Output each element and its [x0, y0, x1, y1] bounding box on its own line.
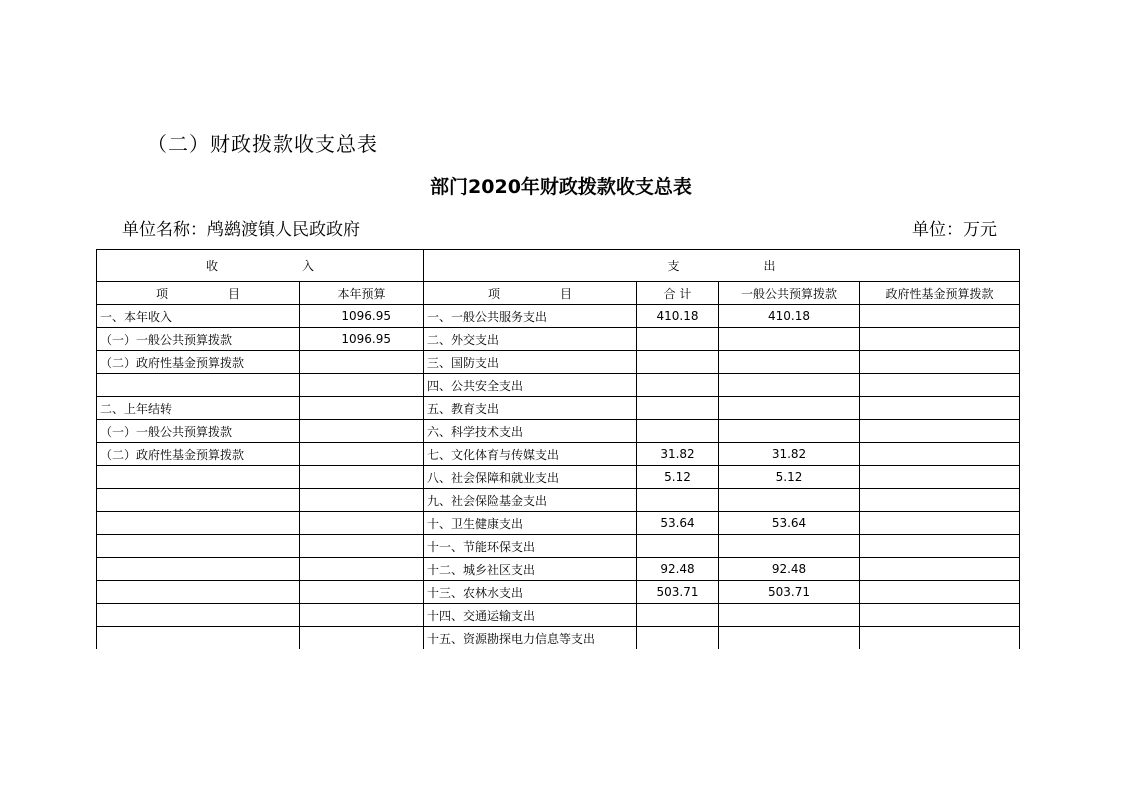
expense-general-cell	[719, 374, 860, 397]
header-row-columns	[97, 282, 1020, 305]
expense-total-cell	[637, 535, 719, 558]
expense-item-cell: 十三、农林水支出	[424, 581, 637, 604]
table-row	[97, 558, 1020, 581]
expense-item-cell: 四、公共安全支出	[424, 374, 637, 397]
table-row	[97, 581, 1020, 604]
income-item-cell	[97, 627, 300, 650]
income-value-cell	[300, 558, 424, 581]
expense-item-cell: 十、卫生健康支出	[424, 512, 637, 535]
expense-fund-cell	[860, 374, 1020, 397]
income-item-cell	[97, 489, 300, 512]
table-row	[97, 305, 1020, 328]
expense-total-cell: 53.64	[637, 512, 719, 535]
income-value-cell	[300, 512, 424, 535]
table-row	[97, 466, 1020, 489]
table-body	[97, 305, 1020, 650]
expense-total-cell	[637, 374, 719, 397]
income-item-cell	[97, 558, 300, 581]
income-value-cell	[300, 535, 424, 558]
income-item-cell	[97, 466, 300, 489]
income-item-cell	[97, 581, 300, 604]
col-total: 合 计	[637, 282, 719, 305]
income-value-cell: 1096.95	[300, 328, 424, 351]
expense-item-cell: 一、一般公共服务支出	[424, 305, 637, 328]
expense-general-cell	[719, 328, 860, 351]
table-row	[97, 443, 1020, 466]
expense-total-cell: 92.48	[637, 558, 719, 581]
expense-general-cell: 5.12	[719, 466, 860, 489]
income-item-cell: （二）政府性基金预算拨款	[97, 351, 300, 374]
table-row	[97, 328, 1020, 351]
col-item-left: 项 目	[97, 282, 300, 305]
col-general: 一般公共预算拨款	[719, 282, 860, 305]
expense-item-cell: 二、外交支出	[424, 328, 637, 351]
table-row	[97, 374, 1020, 397]
unit-label: 单位：万元	[912, 220, 997, 240]
table-row	[97, 627, 1020, 650]
expense-total-cell	[637, 328, 719, 351]
expense-fund-cell	[860, 328, 1020, 351]
income-value-cell	[300, 351, 424, 374]
expense-fund-cell	[860, 627, 1020, 650]
income-item-cell: （二）政府性基金预算拨款	[97, 443, 300, 466]
expense-general-cell	[719, 627, 860, 650]
expense-fund-cell	[860, 489, 1020, 512]
expense-general-cell: 53.64	[719, 512, 860, 535]
income-value-cell	[300, 443, 424, 466]
expense-general-cell: 31.82	[719, 443, 860, 466]
expense-total-cell	[637, 420, 719, 443]
income-value-cell	[300, 466, 424, 489]
income-item-cell: （一）一般公共预算拨款	[97, 420, 300, 443]
expense-general-cell	[719, 489, 860, 512]
income-value-cell	[300, 604, 424, 627]
expense-item-cell: 三、国防支出	[424, 351, 637, 374]
expense-general-cell	[719, 535, 860, 558]
table-row	[97, 489, 1020, 512]
income-value-cell	[300, 627, 424, 650]
expense-item-cell: 六、科学技术支出	[424, 420, 637, 443]
section-title: （二）财政拨款收支总表	[147, 132, 378, 156]
expense-fund-cell	[860, 581, 1020, 604]
table-row	[97, 397, 1020, 420]
expense-total-cell	[637, 351, 719, 374]
expense-item-cell: 十五、资源勘探电力信息等支出	[424, 627, 637, 650]
expense-total-cell	[637, 397, 719, 420]
col-item-right: 项 目	[424, 282, 637, 305]
income-value-cell	[300, 581, 424, 604]
expense-total-cell	[637, 604, 719, 627]
expense-fund-cell	[860, 512, 1020, 535]
expense-fund-cell	[860, 305, 1020, 328]
income-item-cell: 一、本年收入	[97, 305, 300, 328]
income-value-cell	[300, 420, 424, 443]
expense-total-cell: 5.12	[637, 466, 719, 489]
col-fund: 政府性基金预算拨款	[860, 282, 1020, 305]
expense-total-cell	[637, 627, 719, 650]
income-value-cell: 1096.95	[300, 305, 424, 328]
income-item-cell	[97, 535, 300, 558]
table-row	[97, 535, 1020, 558]
income-item-cell: 二、上年结转	[97, 397, 300, 420]
expense-general-cell: 92.48	[719, 558, 860, 581]
expense-general-cell	[719, 397, 860, 420]
expense-general-cell	[719, 604, 860, 627]
income-item-cell: （一）一般公共预算拨款	[97, 328, 300, 351]
table-row	[97, 351, 1020, 374]
expense-header: 支 出	[424, 250, 1020, 282]
expense-total-cell: 503.71	[637, 581, 719, 604]
income-item-cell	[97, 604, 300, 627]
expense-general-cell: 503.71	[719, 581, 860, 604]
header-row-group	[97, 250, 1020, 282]
table-row	[97, 420, 1020, 443]
expense-general-cell	[719, 351, 860, 374]
income-value-cell	[300, 374, 424, 397]
expense-fund-cell	[860, 351, 1020, 374]
expense-general-cell: 410.18	[719, 305, 860, 328]
expense-total-cell: 31.82	[637, 443, 719, 466]
expense-fund-cell	[860, 420, 1020, 443]
expense-fund-cell	[860, 397, 1020, 420]
income-item-cell	[97, 374, 300, 397]
expense-fund-cell	[860, 443, 1020, 466]
income-value-cell	[300, 489, 424, 512]
table-row	[97, 512, 1020, 535]
expense-fund-cell	[860, 604, 1020, 627]
expense-general-cell	[719, 420, 860, 443]
income-header: 收 入	[97, 250, 424, 282]
col-budget-year: 本年预算	[300, 282, 424, 305]
expense-item-cell: 十一、节能环保支出	[424, 535, 637, 558]
income-item-cell	[97, 512, 300, 535]
expense-item-cell: 八、社会保障和就业支出	[424, 466, 637, 489]
expense-total-cell: 410.18	[637, 305, 719, 328]
expense-item-cell: 九、社会保险基金支出	[424, 489, 637, 512]
expense-fund-cell	[860, 466, 1020, 489]
expense-item-cell: 七、文化体育与传媒支出	[424, 443, 637, 466]
unit-name: 单位名称：鸬鹚渡镇人民政政府	[122, 220, 360, 240]
expense-fund-cell	[860, 558, 1020, 581]
page-title: 部门2020年财政拨款收支总表	[430, 176, 692, 198]
expense-item-cell: 五、教育支出	[424, 397, 637, 420]
budget-table	[96, 249, 1020, 649]
income-value-cell	[300, 397, 424, 420]
expense-item-cell: 十四、交通运输支出	[424, 604, 637, 627]
expense-fund-cell	[860, 535, 1020, 558]
expense-item-cell: 十二、城乡社区支出	[424, 558, 637, 581]
table-row	[97, 604, 1020, 627]
expense-total-cell	[637, 489, 719, 512]
